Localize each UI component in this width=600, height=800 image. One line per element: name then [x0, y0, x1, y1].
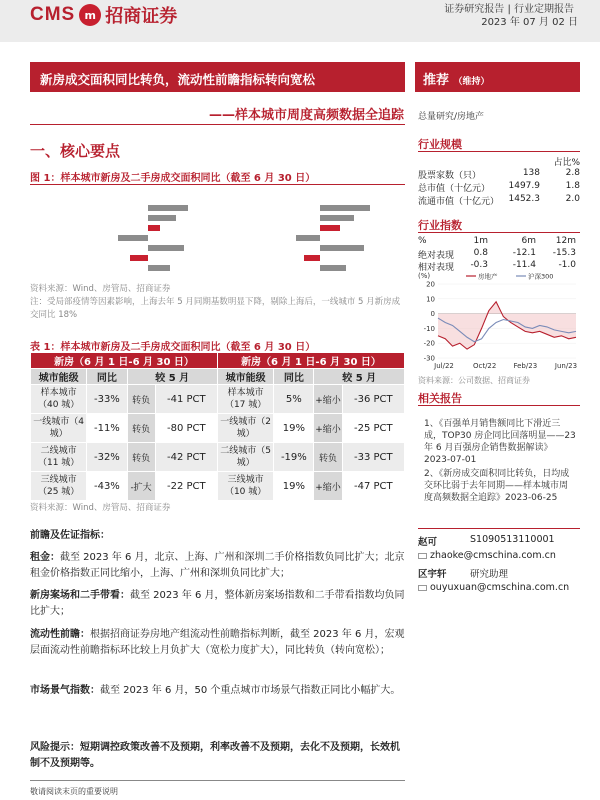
index-label: 相对表现: [418, 263, 455, 273]
scale-value: 1452.3: [508, 194, 540, 204]
mini-bar: [320, 265, 346, 271]
cell-city-2: 样本城市（17 城）: [217, 385, 273, 414]
y-tick-label: -30: [423, 354, 435, 363]
cell-yoy: -11%: [87, 414, 127, 443]
paragraph-text: 截至 2023 年 6 月，北京、上海、广州和深圳二手价格指数负同比扩大；北京租金价格指数正同比缩小，上海、广州和深圳负同比扩大；: [30, 552, 405, 579]
paragraph-liquidity: [30, 627, 405, 659]
mini-bar: [320, 225, 340, 231]
paragraph-label: 市场景气指数：: [30, 685, 100, 696]
indicators-intro: 前瞻及佐证指标：: [30, 530, 110, 541]
scale-value: 1497.9: [508, 181, 540, 191]
index-header-6m: 6m: [521, 236, 536, 246]
y-tick-label: 10: [426, 295, 435, 304]
index-1m: 0.8: [473, 248, 488, 258]
analyst-id: S1090513110001: [470, 534, 555, 545]
footer-note: 敬请阅读末页的重要说明: [30, 787, 118, 796]
paragraph-text: 截至 2023 年 6 月，50 个重点城市市场景气指数正同比小幅扩大。: [100, 685, 401, 696]
cell-dir-2: +缩小: [314, 385, 342, 414]
cell-yoy: -33%: [87, 385, 127, 414]
figure-divider: [30, 184, 405, 185]
logo-mark-icon: m: [79, 4, 101, 26]
analyst-2-email[interactable]: [418, 582, 569, 593]
paragraph-label: 流动性前瞻：: [30, 629, 90, 640]
x-tick-label: Oct/22: [472, 362, 497, 370]
table-caption: 表 1：样本城市新房及二手房成交面积同比（截至 6 月 30 日）: [30, 342, 316, 353]
cell-vs: -80 PCT: [155, 414, 217, 443]
y-unit-label: (%): [418, 272, 431, 280]
scale-title: 行业规模: [418, 138, 462, 151]
paragraph-label: 新房案场和二手带看：: [30, 590, 130, 601]
analyst-1-email[interactable]: [418, 550, 556, 561]
cell-vs-2: -25 PCT: [342, 414, 404, 443]
index-12m: -1.0: [558, 260, 576, 270]
legend-label: 沪深300: [528, 272, 554, 281]
table-source: 资料来源：Wind、房管局、招商证券: [30, 503, 171, 513]
cell-city: 一线城市（4 城）: [31, 414, 87, 443]
mini-bar: [320, 205, 370, 211]
rating-title: 推荐: [423, 73, 450, 88]
figure-source: 资料来源：Wind、房管局、招商证券: [30, 284, 171, 294]
mini-bar: [148, 245, 184, 251]
mini-bar: [296, 235, 320, 241]
legend-label: 房地产: [478, 272, 498, 281]
mini-bar: [148, 225, 160, 231]
cell-yoy: -32%: [87, 443, 127, 472]
cell-city: 三线城市（25 城）: [31, 472, 87, 501]
table-group-right: 新房（6 月 1 日-6 月 30 日）: [217, 353, 404, 369]
index-1m: -0.3: [470, 260, 488, 270]
index-title: 行业指数: [418, 219, 462, 232]
analyst-2: [418, 566, 509, 580]
paragraph-label: 租金：: [30, 552, 60, 563]
cell-dir-2: +缩小: [314, 472, 342, 501]
analyst-email[interactable]: ouyuxuan@cmschina.com.cn: [430, 582, 570, 593]
sector-label: 总量研究/房地产: [418, 112, 485, 122]
index-header-12m: 12m: [555, 236, 576, 246]
cell-dir: 转负: [127, 443, 155, 472]
paragraph-text: 截至 2023 年 6 月，整体新房案场指数和二手带看指数均负同比扩大；: [30, 590, 405, 617]
cell-city: 样本城市（40 城）: [31, 385, 87, 414]
paragraph-rent: [30, 550, 405, 582]
index-label: 绝对表现: [418, 251, 455, 261]
cell-yoy-2: 19%: [274, 472, 314, 501]
scale-label: 流通市值（十亿元）: [418, 197, 500, 207]
cell-city: 二线城市（11 城）: [31, 443, 87, 472]
mail-icon: [418, 553, 427, 559]
table-row: [31, 385, 405, 414]
col-yoy-2: 同比: [274, 369, 314, 385]
cell-city-2: 二线城市（5 城）: [217, 443, 273, 472]
performance-source: 资料来源：公司数据、招商证券: [418, 376, 530, 385]
cell-vs: -42 PCT: [155, 443, 217, 472]
cell-yoy-2: -19%: [274, 443, 314, 472]
col-city: 城市能级: [31, 369, 87, 385]
y-tick-label: -20: [423, 339, 435, 348]
cell-vs-2: -33 PCT: [342, 443, 404, 472]
figure-note: 注：受局部疫情等因素影响，上海去年 5 月同期基数明显下降，剔除上海后，一线城市 5 月新房成交同比 18%: [30, 297, 401, 320]
analyst-email[interactable]: zhaoke@cmschina.com.cn: [430, 550, 556, 561]
performance-chart: [418, 270, 580, 370]
logo: [30, 2, 177, 28]
x-tick-label: Jun/23: [554, 362, 578, 370]
cell-city-2: 一线城市（2 城）: [217, 414, 273, 443]
cell-dir: -扩大: [127, 472, 155, 501]
paragraph-sentiment: [30, 683, 405, 699]
report-subtitle: ——样本城市周度高频数据全追踪: [208, 108, 404, 123]
index-6m: -11.4: [512, 260, 536, 270]
y-tick-label: 0: [430, 310, 435, 319]
col-vs-2: 较 5 月: [314, 369, 405, 385]
report-title: 新房成交面积同比转负，流动性前瞻指标转向宽松: [30, 62, 405, 92]
index-divider: [418, 232, 580, 233]
risk-warning: 风险提示：短期调控政策改善不及预期，利率改善不及预期，去化不及预期，长效机制不及预期等。: [30, 742, 400, 769]
index-header-1m: 1m: [473, 236, 488, 246]
col-city-2: 城市能级: [217, 369, 273, 385]
mail-icon: [418, 585, 427, 591]
related-report[interactable]: 1、《百强单月销售额同比下滑近三成，TOP30 房企同比回落明显——23 年 6 月百强房企销售数据解读》2023-07-01: [424, 419, 576, 465]
table-row: [31, 414, 405, 443]
analyst-divider: [418, 528, 580, 529]
index-6m: -12.1: [512, 248, 536, 258]
analyst-name: 赵可: [418, 537, 438, 548]
logo-cn-text: 招商证券: [105, 6, 178, 27]
cell-dir: 转负: [127, 414, 155, 443]
cell-vs-2: -36 PCT: [342, 385, 404, 414]
cell-vs-2: -47 PCT: [342, 472, 404, 501]
mini-bar: [320, 215, 354, 221]
mini-bar: [118, 235, 148, 241]
analyst-1: [418, 534, 555, 548]
scale-label: 总市值（十亿元）: [418, 184, 491, 194]
scale-header: 占比%: [553, 158, 580, 168]
cell-dir-2: 转负: [314, 443, 342, 472]
section-heading: 一、核心要点: [30, 142, 121, 160]
x-tick-label: Feb/23: [513, 362, 538, 370]
mini-bar: [148, 215, 176, 221]
mini-bar: [148, 265, 170, 271]
scale-value: 138: [522, 168, 540, 178]
reports-divider: [418, 405, 580, 406]
scale-pct: 2.8: [565, 168, 580, 178]
cell-dir-2: +缩小: [314, 414, 342, 443]
cell-vs: -22 PCT: [155, 472, 217, 501]
report-date: 2023 年 07 月 02 日: [481, 17, 578, 28]
reports-title: 相关报告: [418, 392, 462, 405]
col-vs: 较 5 月: [127, 369, 217, 385]
y-tick-label: 20: [426, 280, 435, 289]
rating-box: [415, 62, 580, 92]
mini-bar: [304, 255, 320, 261]
paragraph-text: 根据招商证券房地产组流动性前瞻指标判断，截至 2023 年 6 月，宏观层面流动性前瞻指标环比较上月负扩大（宽松力度扩大），同比转负（转向宽松）；: [30, 629, 405, 656]
figure-caption: 图 1：样本城市新房及二手房成交面积同比（截至 6 月 30 日）: [30, 173, 316, 184]
logo-cms-text: CMS: [30, 4, 76, 25]
title-divider: [30, 124, 405, 125]
cell-city-2: 三线城市（10 城）: [217, 472, 273, 501]
y-tick-label: -10: [423, 324, 435, 333]
scale-pct: 1.8: [565, 181, 580, 191]
table-group-left: 新房（6 月 1 日-6 月 30 日）: [31, 353, 218, 369]
data-table: [30, 352, 405, 501]
table-row: [31, 443, 405, 472]
scale-divider: [418, 151, 580, 152]
report-type: 证券研究报告 | 行业定期报告: [444, 4, 574, 15]
cell-yoy-2: 5%: [274, 385, 314, 414]
index-header-pct: %: [418, 236, 427, 246]
cell-yoy-2: 19%: [274, 414, 314, 443]
paragraph-showings: [30, 588, 405, 620]
rating-sub: （维持）: [453, 77, 490, 87]
analyst-role: 研究助理: [470, 569, 509, 580]
scale-pct: 2.0: [565, 194, 580, 204]
cell-yoy: -43%: [87, 472, 127, 501]
scale-label: 股票家数（只）: [418, 171, 482, 181]
cell-vs: -41 PCT: [155, 385, 217, 414]
footer-divider: [30, 780, 405, 781]
mini-bar: [130, 255, 148, 261]
index-12m: -15.3: [552, 248, 576, 258]
analyst-name: 区宇轩: [418, 569, 447, 580]
x-tick-label: Jul/22: [434, 362, 454, 370]
mini-chart-new-homes: [30, 187, 220, 277]
col-yoy: 同比: [87, 369, 127, 385]
series-area: [438, 302, 576, 349]
table-row: [31, 472, 405, 501]
mini-bar: [148, 205, 188, 211]
related-report[interactable]: 2、《新房成交面积同比转负，日均成交环比弱于去年同期——样本城市周度高频数据全追踪》2023-06-25: [424, 469, 570, 503]
mini-chart-second-hand: [220, 187, 405, 277]
cell-dir: 转负: [127, 385, 155, 414]
mini-bar: [320, 245, 364, 251]
